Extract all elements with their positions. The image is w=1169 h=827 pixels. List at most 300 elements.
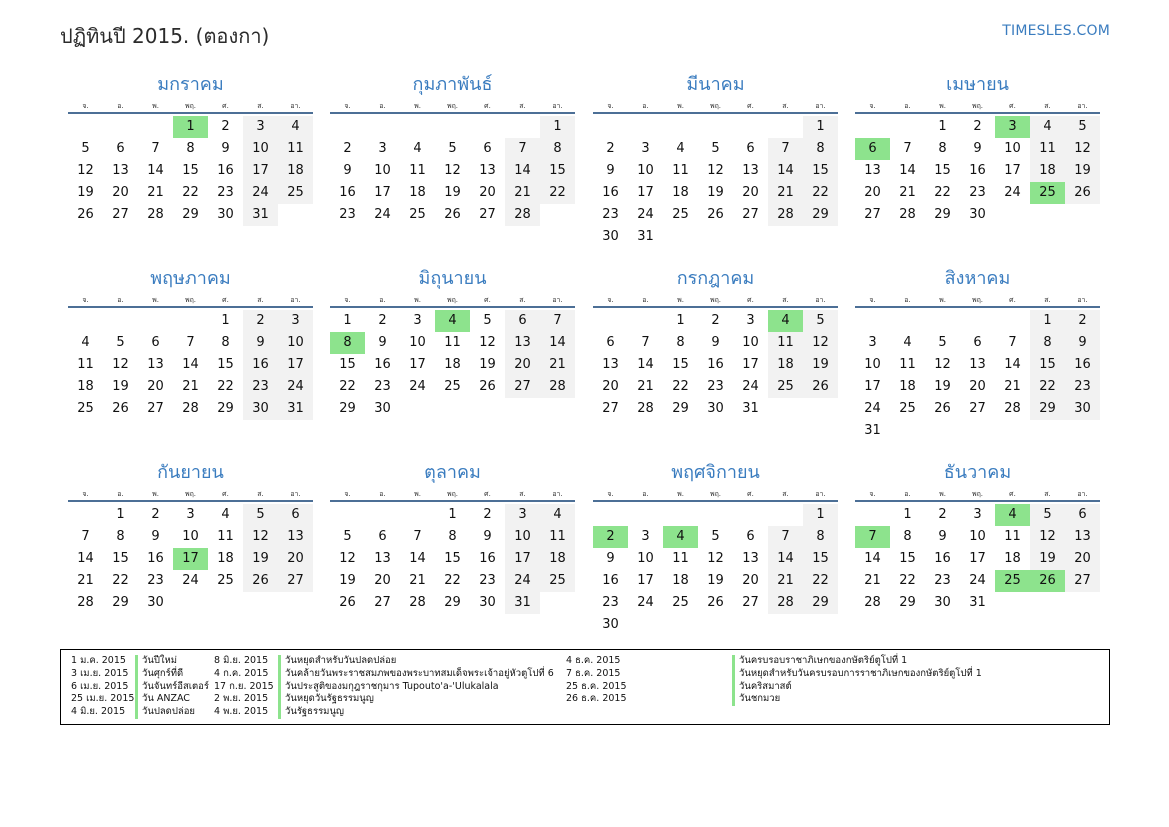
day-cell: 12 — [1065, 138, 1100, 160]
day-cell: 13 — [864, 163, 881, 178]
day-cell: 10 — [374, 163, 391, 178]
holiday-row — [214, 693, 554, 706]
empty-day-cell — [103, 116, 138, 138]
weekday-label: อ. — [117, 296, 124, 304]
day-cell: 25 — [217, 573, 234, 588]
day-cell: 17 — [637, 573, 654, 588]
day-cell: 18 — [217, 551, 234, 566]
day-cell: 8 — [903, 529, 912, 544]
holiday-row — [71, 706, 209, 719]
weekday-label: อา. — [815, 102, 826, 110]
holiday-name: วันชกมวย — [732, 693, 780, 706]
weekday-header — [68, 488, 313, 502]
day-cell: 22 — [803, 570, 838, 592]
holiday-name: วันหยุดวันรัฐธรรมนูญ — [278, 693, 374, 706]
day-cell: 22 — [540, 182, 575, 204]
day-cell: 26 — [707, 207, 724, 222]
day-cell: 17 — [1004, 163, 1021, 178]
day-cell: 12 — [444, 163, 461, 178]
day-cell: 30 — [243, 398, 278, 420]
empty-day-cell — [628, 116, 663, 138]
day-cell: 4 — [676, 141, 685, 156]
day-cell: 23 — [339, 207, 356, 222]
empty-day-cell — [663, 504, 698, 526]
day-cell: 29 — [803, 592, 838, 614]
day-grid — [68, 310, 313, 420]
weekday-label: อ. — [904, 490, 911, 498]
day-cell: 29 — [899, 595, 916, 610]
weekday-label: ส. — [519, 490, 526, 498]
day-cell: 6 — [746, 529, 755, 544]
day-cell: 6 — [378, 529, 387, 544]
day-cell: 3 — [186, 507, 195, 522]
month-block — [855, 266, 1100, 442]
holiday-day-cell: 3 — [995, 116, 1030, 138]
day-cell: 1 — [803, 116, 838, 138]
day-cell: 25 — [899, 401, 916, 416]
day-cell: 8 — [1030, 332, 1065, 354]
day-cell: 18 — [768, 354, 803, 376]
day-cell: 19 — [243, 548, 278, 570]
month-name: มกราคม — [157, 74, 224, 95]
weekday-label: พฤ. — [971, 296, 984, 304]
day-cell: 19 — [803, 354, 838, 376]
day-cell: 20 — [602, 379, 619, 394]
holiday-date: 25 เม.ย. 2015 — [71, 693, 135, 705]
day-cell: 4 — [81, 335, 90, 350]
holiday-date: 7 ธ.ค. 2015 — [566, 667, 621, 679]
holiday-name: วันคล้ายวันพระราชสมภพของพระบาทสมเด็จพระเจ้าอยู่หัวตูโปที่ 6 — [278, 668, 554, 681]
day-cell: 7 — [505, 138, 540, 160]
day-cell: 3 — [278, 310, 313, 332]
day-cell: 9 — [711, 335, 720, 350]
day-cell: 5 — [711, 529, 720, 544]
weekday-label: พ. — [414, 296, 421, 304]
weekday-label: ศ. — [222, 296, 229, 304]
day-cell: 14 — [409, 551, 426, 566]
day-cell: 2 — [151, 507, 160, 522]
weekday-label: พฤ. — [709, 296, 722, 304]
day-cell: 7 — [768, 138, 803, 160]
day-cell: 29 — [217, 401, 234, 416]
weekday-label: ส. — [519, 296, 526, 304]
day-cell: 23 — [374, 379, 391, 394]
day-cell: 19 — [112, 379, 129, 394]
day-cell: 25 — [540, 570, 575, 592]
day-cell: 28 — [540, 376, 575, 398]
day-cell: 15 — [899, 551, 916, 566]
day-cell: 5 — [81, 141, 90, 156]
day-cell: 19 — [77, 185, 94, 200]
day-cell: 26 — [803, 376, 838, 398]
day-cell: 23 — [1065, 376, 1100, 398]
weekday-label: อา. — [815, 490, 826, 498]
month-block — [68, 266, 313, 420]
day-cell: 9 — [243, 332, 278, 354]
day-cell: 22 — [899, 573, 916, 588]
day-cell: 20 — [278, 548, 313, 570]
day-cell: 5 — [448, 141, 457, 156]
day-cell: 26 — [479, 379, 496, 394]
day-cell: 22 — [112, 573, 129, 588]
day-cell: 26 — [77, 207, 94, 222]
day-cell: 5 — [116, 335, 125, 350]
weekday-label: อา. — [1077, 102, 1088, 110]
weekday-label: พ. — [677, 102, 684, 110]
day-cell: 26 — [112, 401, 129, 416]
day-cell: 5 — [711, 141, 720, 156]
day-cell: 23 — [217, 185, 234, 200]
day-cell: 1 — [1030, 310, 1065, 332]
day-cell: 12 — [803, 332, 838, 354]
holiday-date: 17 ก.ย. 2015 — [214, 680, 274, 692]
day-cell: 30 — [934, 595, 951, 610]
month-block — [68, 460, 313, 614]
weekday-label: จ. — [607, 102, 614, 110]
day-cell: 22 — [934, 185, 951, 200]
day-cell: 2 — [221, 119, 230, 134]
day-cell: 25 — [672, 595, 689, 610]
empty-day-cell — [855, 116, 890, 138]
holiday-date: 4 มิ.ย. 2015 — [71, 706, 126, 718]
empty-day-cell — [698, 504, 733, 526]
day-cell: 29 — [934, 207, 951, 222]
weekday-label: อ. — [642, 490, 649, 498]
day-cell: 29 — [339, 401, 356, 416]
weekday-label: พ. — [939, 296, 946, 304]
day-cell: 15 — [182, 163, 199, 178]
day-cell: 19 — [479, 357, 496, 372]
weekday-label: จ. — [607, 296, 614, 304]
holiday-row — [214, 655, 554, 668]
day-cell: 9 — [973, 141, 982, 156]
month-name: สิงหาคม — [944, 268, 1011, 289]
day-cell: 3 — [243, 116, 278, 138]
weekday-label: อา. — [552, 490, 563, 498]
day-cell: 15 — [540, 160, 575, 182]
day-cell: 9 — [151, 529, 160, 544]
day-cell: 20 — [742, 185, 759, 200]
day-cell: 19 — [707, 185, 724, 200]
day-cell: 11 — [278, 138, 313, 160]
day-cell: 26 — [444, 207, 461, 222]
day-cell: 27 — [602, 401, 619, 416]
day-cell: 25 — [672, 207, 689, 222]
empty-day-cell — [628, 310, 663, 332]
day-cell: 16 — [602, 573, 619, 588]
weekday-label: อ. — [379, 102, 386, 110]
month-name: กุมภาพันธ์ — [412, 74, 493, 95]
day-cell: 30 — [602, 617, 619, 632]
day-cell: 14 — [182, 357, 199, 372]
day-cell: 30 — [1065, 398, 1100, 420]
day-cell: 20 — [112, 185, 129, 200]
day-cell: 29 — [112, 595, 129, 610]
day-grid — [855, 504, 1100, 614]
empty-day-cell — [505, 116, 540, 138]
day-cell: 12 — [112, 357, 129, 372]
empty-day-cell — [960, 310, 995, 332]
day-cell: 9 — [606, 163, 615, 178]
day-cell: 11 — [899, 357, 916, 372]
day-grid — [330, 116, 575, 226]
empty-day-cell — [855, 310, 890, 332]
day-cell: 13 — [147, 357, 164, 372]
weekday-label: อ. — [904, 296, 911, 304]
weekday-label: พ. — [152, 102, 159, 110]
day-cell: 1 — [903, 507, 912, 522]
empty-day-cell — [890, 310, 925, 332]
day-cell: 6 — [973, 335, 982, 350]
holiday-day-cell: 26 — [1030, 570, 1065, 592]
day-cell: 14 — [864, 551, 881, 566]
day-cell: 25 — [444, 379, 461, 394]
day-cell: 10 — [1004, 141, 1021, 156]
day-cell: 20 — [374, 573, 391, 588]
holiday-day-cell: 4 — [435, 310, 470, 332]
day-cell: 1 — [221, 313, 230, 328]
day-cell: 5 — [243, 504, 278, 526]
day-cell: 16 — [602, 185, 619, 200]
day-grid — [593, 116, 838, 248]
weekday-label: จ. — [82, 102, 89, 110]
day-cell: 27 — [742, 207, 759, 222]
holiday-name: วันหยุดสำหรับวันปลดปล่อย — [278, 655, 396, 668]
day-cell: 11 — [540, 526, 575, 548]
day-cell: 6 — [505, 310, 540, 332]
empty-day-cell — [330, 504, 365, 526]
weekday-label: ศ. — [747, 296, 754, 304]
holiday-row — [71, 693, 209, 706]
day-cell: 30 — [969, 207, 986, 222]
day-cell: 24 — [182, 573, 199, 588]
holiday-column-2 — [214, 655, 554, 719]
weekday-label: จ. — [82, 296, 89, 304]
day-cell: 5 — [483, 313, 492, 328]
day-cell: 5 — [938, 335, 947, 350]
day-cell: 1 — [803, 504, 838, 526]
day-grid — [68, 504, 313, 614]
weekday-label: พฤ. — [971, 102, 984, 110]
weekday-header — [330, 294, 575, 308]
day-cell: 25 — [768, 376, 803, 398]
day-cell: 10 — [864, 357, 881, 372]
holiday-day-cell: 4 — [995, 504, 1030, 526]
holiday-day-cell: 17 — [173, 548, 208, 570]
month-block — [330, 266, 575, 420]
day-cell: 14 — [768, 548, 803, 570]
day-cell: 19 — [339, 573, 356, 588]
day-cell: 23 — [243, 376, 278, 398]
day-cell: 20 — [1065, 548, 1100, 570]
weekday-label: จ. — [607, 490, 614, 498]
day-cell: 2 — [483, 507, 492, 522]
day-cell: 13 — [742, 163, 759, 178]
day-cell: 31 — [864, 423, 881, 438]
weekday-label: อ. — [642, 102, 649, 110]
day-cell: 18 — [672, 185, 689, 200]
empty-day-cell — [68, 504, 103, 526]
day-cell: 11 — [1004, 529, 1021, 544]
day-cell: 7 — [186, 335, 195, 350]
holiday-name: วันครบรอบราชาภิเษกของกษัตริย์ตูโปที่ 1 — [732, 655, 907, 668]
day-cell: 14 — [540, 332, 575, 354]
month-block — [593, 72, 838, 248]
day-cell: 23 — [147, 573, 164, 588]
weekday-label: ศ. — [1009, 296, 1016, 304]
holiday-date: 8 มิ.ย. 2015 — [214, 655, 269, 666]
holiday-date: 3 เม.ย. 2015 — [71, 667, 129, 679]
day-cell: 27 — [374, 595, 391, 610]
day-cell: 7 — [641, 335, 650, 350]
holiday-day-cell: 8 — [330, 332, 365, 354]
day-cell: 30 — [707, 401, 724, 416]
day-cell: 17 — [243, 160, 278, 182]
holiday-date: 4 ธ.ค. 2015 — [566, 655, 621, 666]
day-cell: 4 — [1030, 116, 1065, 138]
holiday-row — [214, 668, 554, 681]
weekday-label: ศ. — [1009, 102, 1016, 110]
day-cell: 22 — [339, 379, 356, 394]
day-cell: 10 — [278, 332, 313, 354]
day-cell: 20 — [864, 185, 881, 200]
holiday-date: 25 ธ.ค. 2015 — [566, 680, 627, 692]
day-cell: 28 — [409, 595, 426, 610]
day-cell: 7 — [903, 141, 912, 156]
day-cell: 25 — [77, 401, 94, 416]
day-cell: 16 — [339, 185, 356, 200]
day-cell: 19 — [934, 379, 951, 394]
day-cell: 18 — [77, 379, 94, 394]
day-cell: 7 — [540, 310, 575, 332]
weekday-header — [593, 100, 838, 114]
day-cell: 23 — [707, 379, 724, 394]
day-cell: 17 — [409, 357, 426, 372]
month-name: เมษายน — [946, 74, 1009, 95]
weekday-label: พ. — [152, 490, 159, 498]
holiday-name: วันจันทร์อีสเตอร์ — [135, 681, 209, 694]
weekday-label: พฤ. — [184, 490, 197, 498]
day-cell: 18 — [444, 357, 461, 372]
day-cell: 17 — [637, 185, 654, 200]
weekday-label: ส. — [257, 296, 264, 304]
holiday-name: วัน ANZAC — [135, 693, 190, 706]
day-cell: 19 — [707, 573, 724, 588]
day-cell: 8 — [676, 335, 685, 350]
holiday-list — [60, 649, 1110, 725]
weekday-label: อา. — [552, 102, 563, 110]
day-cell: 10 — [409, 335, 426, 350]
day-cell: 21 — [505, 182, 540, 204]
empty-day-cell — [138, 310, 173, 332]
day-cell: 12 — [934, 357, 951, 372]
day-cell: 26 — [339, 595, 356, 610]
day-grid — [68, 116, 313, 226]
day-cell: 28 — [899, 207, 916, 222]
empty-day-cell — [733, 116, 768, 138]
holiday-date: 2 พ.ย. 2015 — [214, 693, 269, 705]
day-cell: 8 — [448, 529, 457, 544]
day-cell: 31 — [278, 398, 313, 420]
weekday-label: จ. — [344, 490, 351, 498]
holiday-row — [214, 681, 554, 694]
day-cell: 20 — [479, 185, 496, 200]
day-cell: 28 — [147, 207, 164, 222]
day-grid — [855, 116, 1100, 226]
day-grid — [330, 504, 575, 614]
holiday-date: 1 ม.ค. 2015 — [71, 655, 126, 666]
day-cell: 6 — [151, 335, 160, 350]
day-cell: 27 — [112, 207, 129, 222]
day-cell: 22 — [803, 182, 838, 204]
day-cell: 31 — [243, 204, 278, 226]
holiday-row — [566, 693, 982, 706]
day-cell: 26 — [707, 595, 724, 610]
day-cell: 14 — [1004, 357, 1021, 372]
day-cell: 21 — [182, 379, 199, 394]
holiday-row — [566, 668, 982, 681]
empty-day-cell — [593, 116, 628, 138]
weekday-label: อา. — [290, 296, 301, 304]
day-cell: 3 — [641, 529, 650, 544]
day-cell: 23 — [969, 185, 986, 200]
day-cell: 21 — [899, 185, 916, 200]
day-cell: 17 — [505, 548, 540, 570]
day-cell: 28 — [637, 401, 654, 416]
weekday-label: ส. — [782, 296, 789, 304]
day-cell: 10 — [243, 138, 278, 160]
day-cell: 7 — [1008, 335, 1017, 350]
empty-day-cell — [330, 116, 365, 138]
day-cell: 24 — [969, 573, 986, 588]
empty-day-cell — [698, 116, 733, 138]
month-block — [330, 460, 575, 614]
day-cell: 15 — [1030, 354, 1065, 376]
day-cell: 16 — [479, 551, 496, 566]
month-name: พฤษภาคม — [150, 268, 231, 289]
day-cell: 4 — [278, 116, 313, 138]
day-cell: 19 — [444, 185, 461, 200]
day-cell: 20 — [742, 573, 759, 588]
day-cell: 29 — [672, 401, 689, 416]
empty-day-cell — [733, 504, 768, 526]
day-cell: 23 — [934, 573, 951, 588]
holiday-row — [214, 706, 554, 719]
day-cell: 6 — [278, 504, 313, 526]
weekday-label: ส. — [1044, 490, 1051, 498]
day-cell: 29 — [444, 595, 461, 610]
day-cell: 7 — [768, 526, 803, 548]
day-cell: 24 — [278, 376, 313, 398]
day-cell: 31 — [637, 229, 654, 244]
day-cell: 18 — [540, 548, 575, 570]
day-cell: 24 — [505, 570, 540, 592]
weekday-label: พ. — [939, 102, 946, 110]
day-cell: 24 — [742, 379, 759, 394]
weekday-header — [855, 488, 1100, 502]
day-cell: 11 — [217, 529, 234, 544]
empty-day-cell — [365, 116, 400, 138]
day-cell: 3 — [641, 141, 650, 156]
holiday-name: วันศุกร์ที่ดี — [135, 668, 183, 681]
day-cell: 21 — [768, 570, 803, 592]
site-link[interactable]: TIMESLES.COM — [1002, 23, 1110, 39]
month-name: มิถุนายน — [418, 268, 487, 289]
empty-day-cell — [995, 310, 1030, 332]
day-cell: 15 — [444, 551, 461, 566]
weekday-label: ส. — [1044, 102, 1051, 110]
empty-day-cell — [68, 310, 103, 332]
